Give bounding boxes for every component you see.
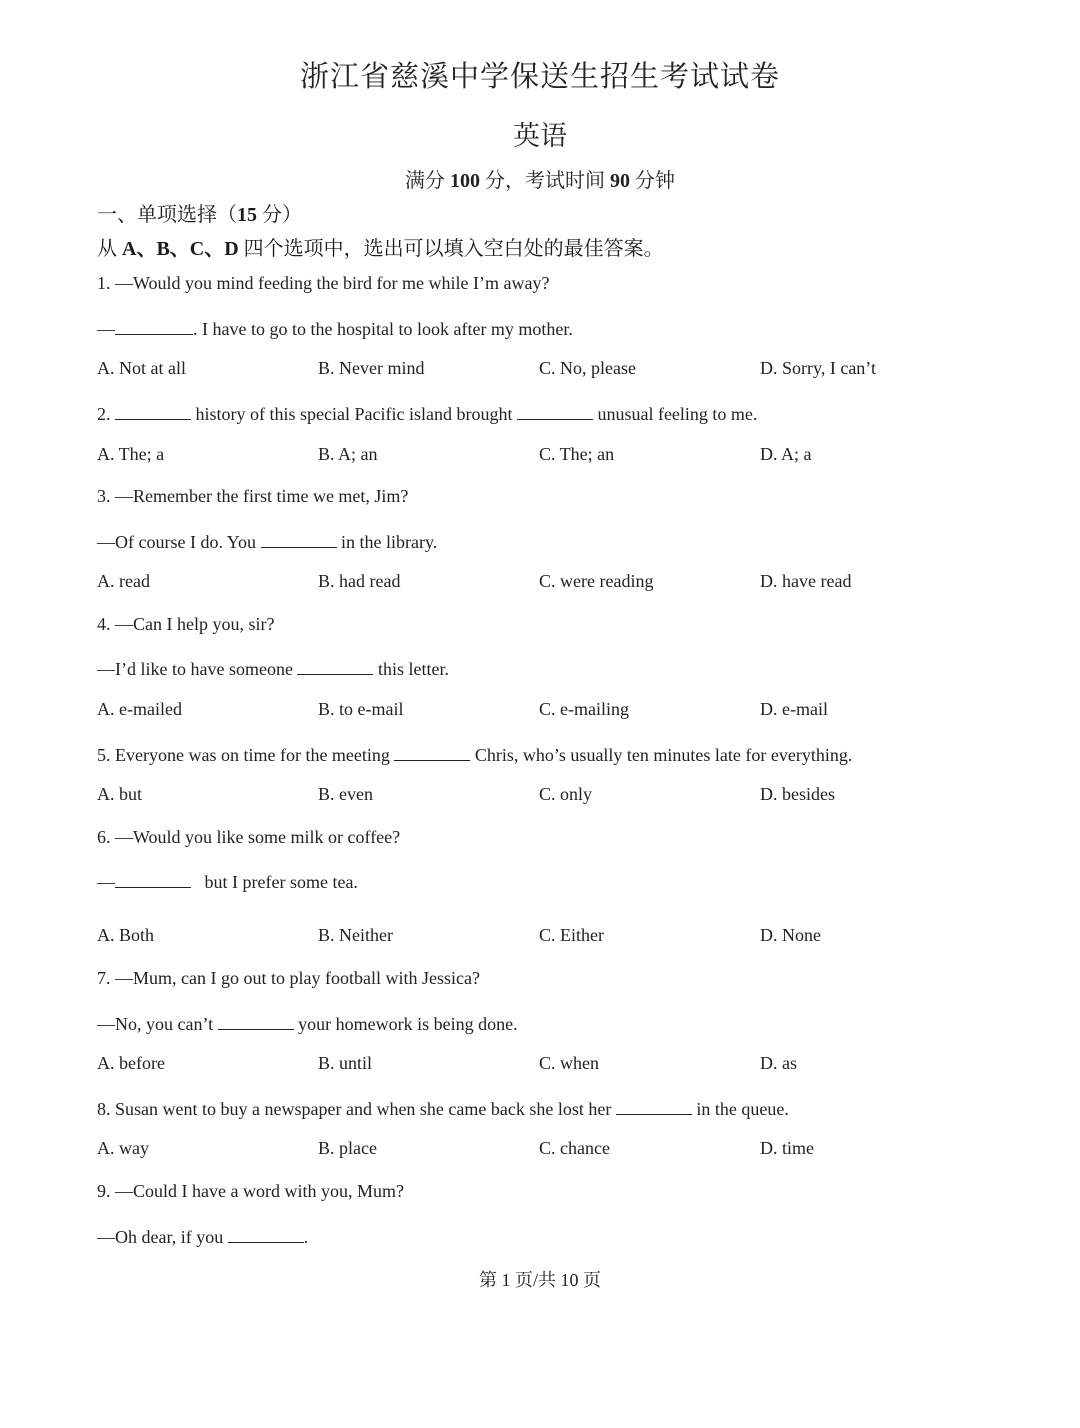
option-c[interactable]: C. when <box>539 1053 599 1073</box>
question-3-reply <box>97 529 437 553</box>
page-number <box>0 1266 1080 1292</box>
option-b[interactable]: B. to e-mail <box>318 699 404 719</box>
section-heading-pre: 一、单项选择（ <box>97 204 237 226</box>
q5-text-1: 5. Everyone was on time for the meeting <box>97 745 395 765</box>
question-5-stem <box>97 742 852 766</box>
total-pages: 10 <box>560 1270 579 1290</box>
question-2-options <box>97 444 997 468</box>
answer-blank <box>115 869 191 888</box>
option-b[interactable]: B. until <box>318 1053 373 1073</box>
q1-reply-dash: — <box>97 319 115 339</box>
question-8-options <box>97 1138 997 1162</box>
subject-title: 英语 <box>513 121 567 151</box>
question-4-stem: 4. —Can I help you, sir? <box>97 614 275 634</box>
option-c[interactable]: C. e-mailing <box>539 699 629 719</box>
question-3-options <box>97 571 997 595</box>
option-d[interactable]: D. as <box>760 1053 797 1073</box>
instruction-pre: 从 <box>97 238 122 260</box>
option-c[interactable]: C. chance <box>539 1138 610 1158</box>
option-d[interactable]: D. have read <box>760 571 852 591</box>
page-number-post: 页 <box>578 1270 601 1290</box>
question-6-options <box>97 925 997 949</box>
option-a[interactable]: A. Not at all <box>97 358 186 378</box>
option-d[interactable]: D. e-mail <box>760 699 828 719</box>
question-8-stem <box>97 1096 789 1120</box>
option-a[interactable]: A. e-mailed <box>97 699 182 719</box>
option-d[interactable]: D. Sorry, I can’t <box>760 358 876 378</box>
section-points: 15 <box>237 204 257 226</box>
info-pre: 满分 <box>405 170 450 192</box>
exam-title: 浙江省慈溪中学保送生招生考试试卷 <box>299 61 780 93</box>
section-heading <box>97 198 302 227</box>
question-9-reply <box>97 1224 308 1248</box>
option-b[interactable]: B. had read <box>318 571 401 591</box>
q2-text-2: unusual feeling to me. <box>592 404 758 424</box>
question-3-stem: 3. —Remember the first time we met, Jim? <box>97 486 409 506</box>
option-b[interactable]: B. Neither <box>318 925 393 945</box>
option-a[interactable]: A. way <box>97 1138 149 1158</box>
option-a[interactable]: A. The; a <box>97 444 165 464</box>
full-score: 100 <box>450 170 480 192</box>
instruction-post: 四个选项中，选出可以填入空白处的最佳答案。 <box>238 238 664 260</box>
instruction-letters: A、B、C、D <box>122 238 239 260</box>
option-d[interactable]: D. besides <box>760 784 835 804</box>
option-d[interactable]: D. A; a <box>760 444 812 464</box>
q5-text-2: Chris, who’s usually ten minutes late for everything. <box>470 745 853 765</box>
q8-text-1: 8. Susan went to buy a newspaper and when she came back she lost her <box>97 1099 616 1119</box>
question-6-reply <box>97 869 358 893</box>
info-mid: 分，考试时间 <box>480 170 610 192</box>
q1-reply-text: . I have to go to the hospital to look after my mother. <box>193 319 573 339</box>
question-4-options <box>97 699 997 723</box>
option-a[interactable]: A. Both <box>97 925 155 945</box>
option-c[interactable]: C. only <box>539 784 593 804</box>
option-c[interactable]: C. were reading <box>539 571 654 591</box>
q6-reply-dash: — <box>97 872 115 892</box>
answer-blank <box>115 316 193 335</box>
question-7-stem: 7. —Mum, can I go out to play football with Jessica? <box>97 968 480 988</box>
question-1-options <box>97 358 997 382</box>
question-7-options <box>97 1053 997 1077</box>
section-heading-post: 分） <box>257 204 302 226</box>
option-b[interactable]: B. A; an <box>318 444 378 464</box>
option-a[interactable]: A. before <box>97 1053 165 1073</box>
q7-reply-text-1: —No, you can’t <box>97 1014 218 1034</box>
question-9-stem: 9. —Could I have a word with you, Mum? <box>97 1181 404 1201</box>
duration: 90 <box>610 170 630 192</box>
page-number-mid: 页/共 <box>510 1270 561 1290</box>
info-post: 分钟 <box>630 170 675 192</box>
answer-blank <box>517 401 593 420</box>
option-b[interactable]: B. even <box>318 784 373 804</box>
current-page: 1 <box>501 1270 511 1290</box>
q8-text-2: in the queue. <box>691 1099 789 1119</box>
answer-blank <box>218 1011 294 1030</box>
q3-reply-text-1: —Of course I do. You <box>97 532 261 552</box>
option-b[interactable]: B. Never mind <box>318 358 425 378</box>
answer-blank <box>115 401 191 420</box>
page-number-pre: 第 <box>478 1270 502 1290</box>
question-5-options <box>97 784 997 808</box>
q4-reply-text-1: —I’d like to have someone <box>97 659 298 679</box>
question-4-reply <box>97 656 449 680</box>
q3-reply-text-2: in the library. <box>336 532 438 552</box>
option-c[interactable]: C. The; an <box>539 444 615 464</box>
answer-blank <box>616 1096 692 1115</box>
answer-blank <box>297 656 373 675</box>
answer-blank <box>261 529 337 548</box>
option-d[interactable]: D. None <box>760 925 821 945</box>
q2-text-1: history of this special Pacific island brought <box>191 404 517 424</box>
option-a[interactable]: A. but <box>97 784 142 804</box>
question-6-stem: 6. —Would you like some milk or coffee? <box>97 827 401 847</box>
q7-reply-text-2: your homework is being done. <box>293 1014 518 1034</box>
question-2-stem <box>97 401 757 425</box>
q2-number: 2. <box>97 404 115 424</box>
question-1-stem: 1. —Would you mind feeding the bird for me while I’m away? <box>97 273 550 293</box>
answer-blank <box>394 742 470 761</box>
question-7-reply <box>97 1011 518 1035</box>
option-d[interactable]: D. time <box>760 1138 814 1158</box>
answer-blank <box>228 1224 304 1243</box>
q9-reply-text-2: . <box>303 1227 309 1247</box>
exam-info <box>0 164 1080 193</box>
option-c[interactable]: C. No, please <box>539 358 636 378</box>
q6-reply-text: but I prefer some tea. <box>191 872 358 892</box>
question-1-reply <box>97 316 573 340</box>
option-a[interactable]: A. read <box>97 571 150 591</box>
option-b[interactable]: B. place <box>318 1138 377 1158</box>
option-c[interactable]: C. Either <box>539 925 604 945</box>
section-instruction <box>97 232 664 261</box>
q4-reply-text-2: this letter. <box>373 659 449 679</box>
q9-reply-text-1: —Oh dear, if you <box>97 1227 228 1247</box>
